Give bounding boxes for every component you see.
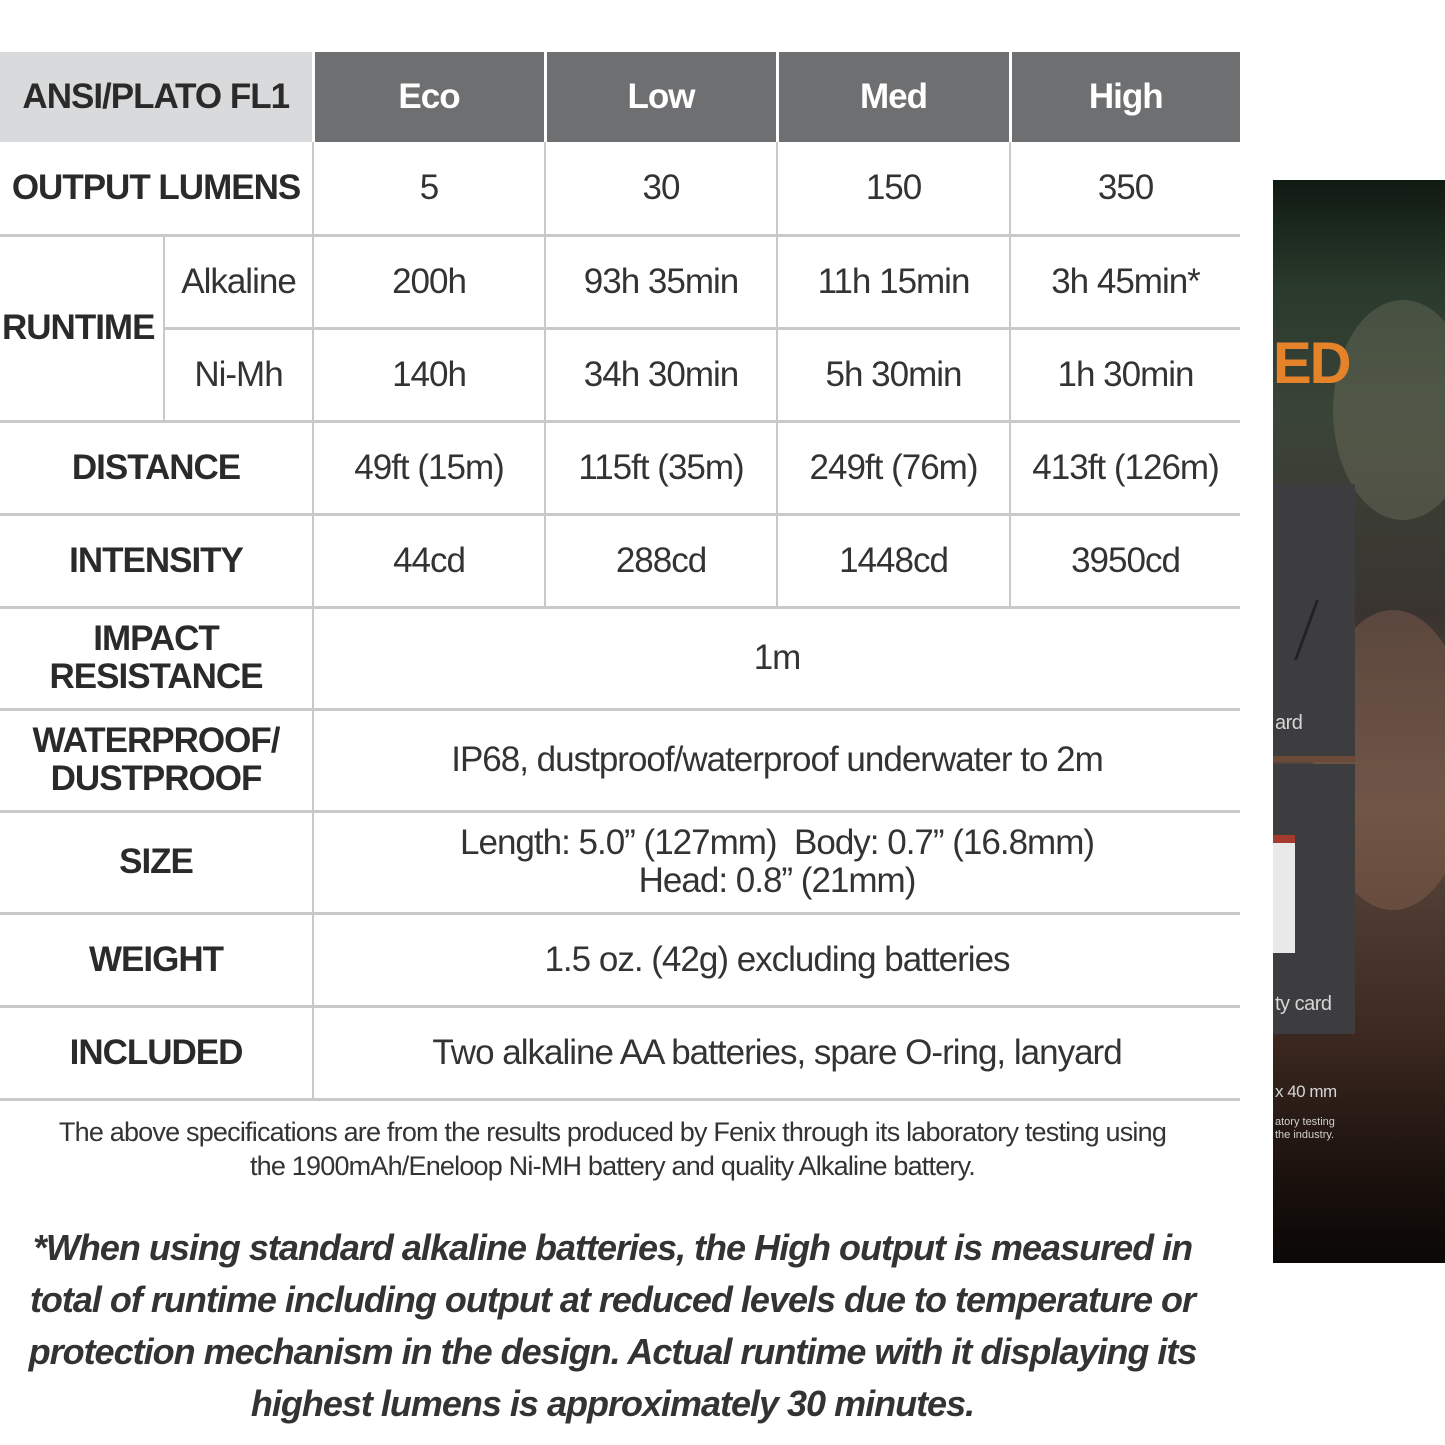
lumens-low: 30 (545, 142, 777, 235)
standard-header: ANSI/PLATO FL1 (0, 52, 313, 142)
size-value (313, 811, 1240, 913)
nimh-high: 1h 30min (1010, 328, 1240, 421)
footnote-line4: highest lumens is approximately 30 minutes. (250, 1383, 975, 1424)
promo-headline: ED (1273, 331, 1350, 396)
intensity-row (0, 514, 1240, 607)
waterproof-row (0, 709, 1240, 811)
spec-table (0, 52, 1240, 1101)
footnote-line1: *When using standard alkaline batteries, the High output is measured in (32, 1227, 1193, 1268)
weight-row (0, 913, 1240, 1006)
promo-tiny-1: atory testing (1275, 1116, 1335, 1128)
header-row (0, 52, 1240, 142)
runtime-label: RUNTIME (0, 235, 164, 421)
nimh-label: Ni-Mh (164, 328, 313, 421)
waterproof-label-line1: WATERPROOF/ (32, 721, 280, 760)
runtime-nimh-row (0, 328, 1240, 421)
mode-header-high: High (1010, 52, 1240, 142)
runtime-alkaline-row (0, 235, 1240, 328)
impact-row (0, 607, 1240, 709)
intensity-high: 3950cd (1010, 514, 1240, 607)
output-lumens-label: OUTPUT LUMENS (0, 142, 313, 235)
lumens-eco: 5 (313, 142, 545, 235)
output-lumens-row (0, 142, 1240, 235)
impact-label (0, 607, 313, 709)
distance-row (0, 421, 1240, 514)
included-value: Two alkaline AA batteries, spare O-ring, lanyard (313, 1006, 1240, 1099)
intensity-low: 288cd (545, 514, 777, 607)
mode-header-low: Low (545, 52, 777, 142)
alkaline-eco: 200h (313, 235, 545, 328)
alkaline-low: 93h 35min (545, 235, 777, 328)
alkaline-med: 11h 15min (777, 235, 1010, 328)
alkaline-high: 3h 45min* (1010, 235, 1240, 328)
nimh-med: 5h 30min (777, 328, 1010, 421)
promo-card-1-caption: ard (1275, 712, 1303, 734)
distance-label: DISTANCE (0, 421, 313, 514)
included-row (0, 1006, 1240, 1099)
weight-value: 1.5 oz. (42g) excluding batteries (313, 913, 1240, 1006)
specs-note (0, 1115, 1225, 1183)
warranty-card-graphic (1273, 835, 1295, 953)
promo-card-2-caption: ty card (1275, 993, 1332, 1015)
lumens-high: 350 (1010, 142, 1240, 235)
size-row (0, 811, 1240, 913)
distance-eco: 49ft (15m) (313, 421, 545, 514)
included-label: INCLUDED (0, 1006, 313, 1099)
size-value-line1: Length: 5.0” (127mm) Body: 0.7” (16.8mm) (460, 823, 1095, 862)
distance-low: 115ft (35m) (545, 421, 777, 514)
impact-value: 1m (313, 607, 1240, 709)
intensity-med: 1448cd (777, 514, 1010, 607)
footnote-line2: total of runtime including output at reduced levels due to temperature or (29, 1279, 1196, 1320)
waterproof-label-line2: DUSTPROOF (50, 759, 262, 798)
impact-label-line2: RESISTANCE (49, 657, 263, 696)
specs-note-line2: the 1900mAh/Eneloop Ni-MH battery and quality Alkaline battery. (249, 1151, 976, 1181)
alkaline-label: Alkaline (164, 235, 313, 328)
runtime-footnote (0, 1222, 1225, 1430)
weight-label: WEIGHT (0, 913, 313, 1006)
lumens-med: 150 (777, 142, 1010, 235)
promo-dims: x 40 mm (1275, 1082, 1337, 1101)
size-value-line2: Head: 0.8” (21mm) (638, 861, 916, 900)
size-label: SIZE (0, 811, 313, 913)
mode-header-med: Med (777, 52, 1010, 142)
distance-high: 413ft (126m) (1010, 421, 1240, 514)
waterproof-label (0, 709, 313, 811)
distance-med: 249ft (76m) (777, 421, 1010, 514)
mode-header-eco: Eco (313, 52, 545, 142)
promo-image (1273, 180, 1445, 1263)
impact-label-line1: IMPACT (93, 619, 219, 658)
footnote-line3: protection mechanism in the design. Actual runtime with it displaying its (28, 1331, 1197, 1372)
intensity-eco: 44cd (313, 514, 545, 607)
promo-tiny-2: the industry. (1275, 1129, 1335, 1141)
intensity-label: INTENSITY (0, 514, 313, 607)
waterproof-value: IP68, dustproof/waterproof underwater to 2m (313, 709, 1240, 811)
specs-note-line1: The above specifications are from the results produced by Fenix through its laboratory testing using (58, 1117, 1167, 1147)
nimh-low: 34h 30min (545, 328, 777, 421)
nimh-eco: 140h (313, 328, 545, 421)
